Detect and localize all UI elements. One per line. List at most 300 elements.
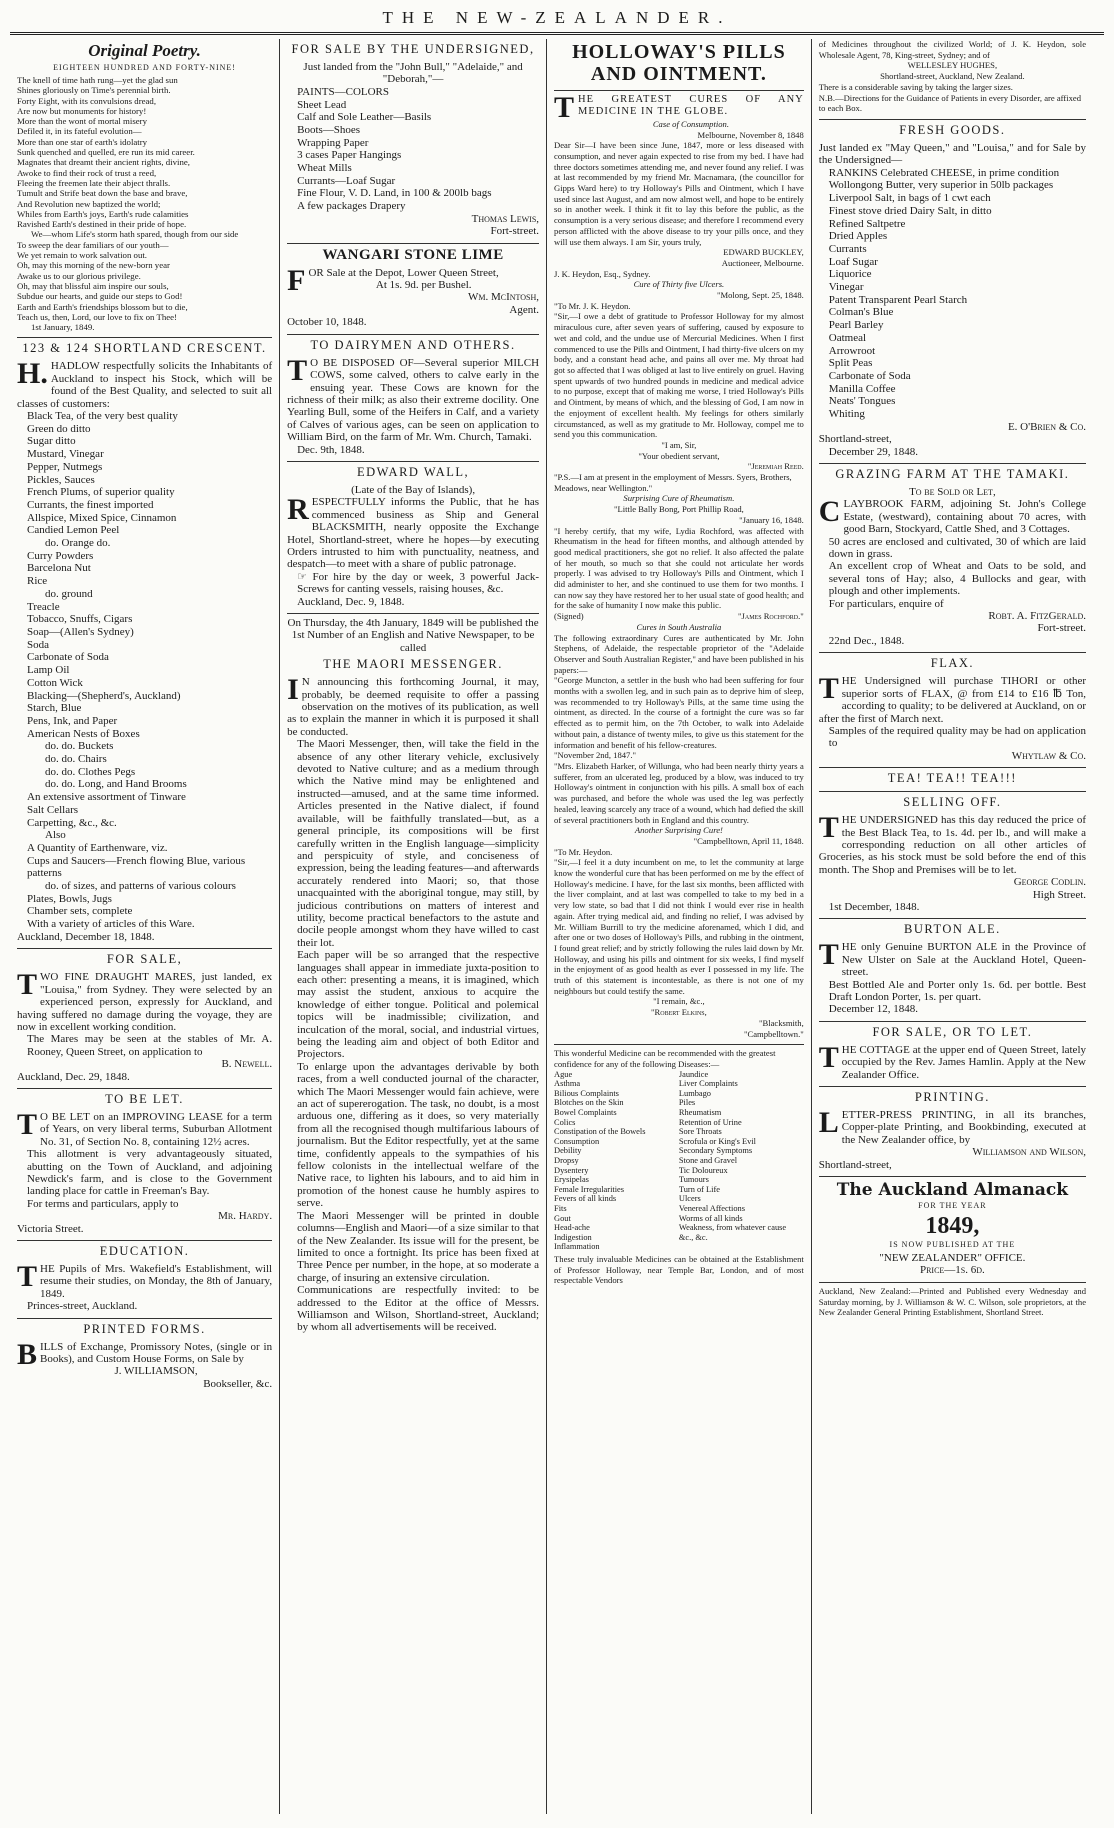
- disease-item: Dysentery: [554, 1165, 589, 1175]
- diseases-footer: These truly invaluable Medicines can be obtained at the Establishment of Professor Holloway, near Temple Bar, London, and of most respectable Vendors: [554, 1253, 804, 1286]
- case-3-title: Surprising Cure of Rheumatism.: [623, 493, 735, 504]
- case-2-title: Cure of Thirty five Ulcers.: [633, 279, 725, 290]
- fresh-goods-date: December 29, 1848.: [828, 445, 918, 458]
- disease-item: Ulcers: [678, 1194, 701, 1204]
- grazing-text-4: For particulars, enquire of: [828, 597, 944, 610]
- hadlow-items: [17, 410, 272, 931]
- disease-item: Gout: [554, 1213, 571, 1223]
- list-item: French Plums, of superior quality: [27, 486, 175, 499]
- list-item: Fine Flour, V. D. Land, in 100 & 200lb bags: [297, 187, 492, 200]
- diseases-right: [679, 1070, 804, 1252]
- case-5-place: "Campbelltown, April 11, 1848.: [693, 835, 804, 846]
- poem-line: We—whom Life's storm hath spared, though from our side: [31, 229, 239, 240]
- burton-heading: BURTON ALE.: [904, 922, 1001, 937]
- tea-signature: George Codlin.: [1013, 876, 1087, 889]
- disease-item: Asthma: [554, 1079, 581, 1089]
- wangari-role: Agent.: [509, 303, 540, 316]
- printing-place: Shortland-street,: [818, 1158, 892, 1171]
- list-item: Allspice, Mixed Spice, Cinnamon: [27, 511, 177, 524]
- divider: [17, 337, 272, 338]
- tea-place: High Street.: [1032, 888, 1087, 901]
- wellesley-place: Shortland-street, Auckland, New Zealand.: [880, 71, 1025, 82]
- lewis-subheading: Just landed from the "John Bull," "Adelaide," and "Deborah,"—: [303, 61, 523, 86]
- burton-text-2: Best Bottled Ale and Porter only 1s. 6d. per bottle. Best Draft London Porter, 1s. per quart.: [828, 978, 1087, 1004]
- poem-line: Ravished Earth's destined in their pride of hope.: [17, 219, 187, 230]
- fresh-goods-intro: Just landed ex "May Queen," and "Louisa," and for Sale by the Undersigned—: [818, 141, 1087, 167]
- divider: [287, 334, 539, 335]
- saving-note: There is a considerable saving by taking the larger sizes.: [818, 81, 1013, 92]
- list-item: Green do ditto: [27, 422, 91, 435]
- case-4-title: Cures in South Australia: [636, 621, 722, 632]
- printed-forms-text: BILLS of Exchange, Promissory Notes, (single or in Books), and Custom House Forms, on Sale by: [17, 1337, 273, 1371]
- tobelet-text: TO BE LET on an IMPROVING LEASE for a term of Years, on very liberal terms, Suburban Allotment No. 31, of Section No. 8, containing 12½ acres.: [17, 1107, 273, 1148]
- tea-subheading: SELLING OFF.: [903, 795, 1002, 810]
- case-5-signature: "Robert Elkins,: [651, 1007, 707, 1018]
- list-item: Sheet Lead: [297, 98, 347, 111]
- divider: [819, 791, 1086, 792]
- list-item: Also: [45, 829, 66, 842]
- grazing-date: 22nd Dec., 1848.: [828, 634, 905, 647]
- list-item: Carpetting, &c., &c.: [27, 816, 117, 829]
- divider: [819, 918, 1086, 919]
- list-item: A Quantity of Earthenware, viz.: [27, 841, 168, 854]
- list-item: Cotton Wick: [27, 676, 83, 689]
- poem-line: Shines gloriously on Time's perennial birth.: [17, 85, 171, 96]
- poem-line: Oh, may that blissful aim inspire our souls,: [17, 280, 169, 291]
- list-item: Blacking—(Shepherd's, Auckland): [27, 689, 181, 702]
- maori-paragraph-4: To enlarge upon the advantages derivable by both races, from a well conducted journal of the character, which The Maori Messenger would fain achieve, were an act of supererogation. The task, no doubt, is a most arduous one, differing as it does, so very materially from all the recognised though multifarious labours of journalism. But the Editor respectfully, yet at the same time, confidently appeals to the sympathies of his fellow colonists in the intellectual welfare of the Native race, to lighten his labours, and to aid him in promotion of the honest cause he humbly aspires to serve.: [297, 1060, 540, 1210]
- disease-item: Blotches on the Skin: [554, 1098, 624, 1108]
- case-3-signature-line: [554, 611, 804, 622]
- case-5-recipient: "To Mr. Heydon.: [554, 846, 613, 857]
- flax-text: THE Undersigned will purchase TIHORI or other superior sorts of FLAX, @ from £14 to £16 ℔ Ton, according to quality; to be delivered at Auckland, on or after the first of March next.: [818, 672, 1087, 725]
- list-item: Treacle: [27, 600, 60, 613]
- holloway-subheading: THE GREATEST CURES OF ANY MEDICINE IN THE GLOBE.: [554, 91, 804, 124]
- almanack-year: 1849,: [925, 1213, 980, 1240]
- case-1-place: Melbourne, November 8, 1848: [697, 129, 804, 140]
- fresh-goods-signature: E. O'Brien & Co.: [1007, 420, 1087, 433]
- disease-item: Lumbago: [678, 1088, 711, 1098]
- case-1-recipient: J. K. Heydon, Esq., Sydney.: [554, 268, 651, 279]
- grazing-heading: GRAZING FARM AT THE TAMAKI.: [835, 467, 1070, 482]
- grazing-signature: Robt. A. FitzGerald.: [988, 610, 1087, 623]
- poem-line: Awoke to find their rock of trust a reed,: [17, 167, 157, 178]
- lewis-heading: FOR SALE BY THE UNDERSIGNED,: [291, 42, 535, 56]
- list-item: Arrowroot: [828, 344, 876, 357]
- case-2-text: "Sir,—I owe a debt of gratitude to Professor Holloway for my almost miraculous cure, after seven years of suffering, caused by exposure to wet and cold, and the undue use of Mercurial Medicines. When I first commenced to use the Pills and Ointment, I had thirty-five ulcers on my body, and a constant head ache, and pains all over me. My throat had got so affected that I was obliged at last to live entirely on gruel. Having spent upwards of two hundred pounds in medicine and medical advice to no purpose, except that of making me worse, I tried Holloway's Pills and Ointment, by means of which, and the blessing of God, I am now in the enjoyment of excellent health. My feelings for others similarly circumstanced, as well as my gratitude to Mr. Holloway, compel me to send you this communication.: [554, 311, 804, 440]
- list-item: do. Orange do.: [45, 537, 111, 550]
- hadlow-intro: H.HADLOW respectfully solicits the Inhabitants of Auckland to inspect his Stock, which will be found of the Best Quality, and selected to suit all classes of customers:: [17, 357, 273, 410]
- list-item: Tobacco, Snuffs, Cigars: [27, 613, 133, 626]
- list-item: do. do. Buckets: [45, 740, 114, 753]
- list-item: Pepper, Nutmegs: [27, 460, 103, 473]
- list-item: Oatmeal: [828, 331, 867, 344]
- tobelet-heading: TO BE LET.: [105, 1091, 184, 1106]
- poem-line: Fleeing the freemen late their abject thralls.: [17, 177, 171, 188]
- case-1-title: Case of Consumption.: [652, 118, 729, 129]
- divider: [819, 652, 1086, 653]
- flax-text-2: Samples of the required quality may be had on application to: [828, 724, 1087, 750]
- divider: [287, 243, 539, 244]
- printed-forms-heading: PRINTED FORMS.: [83, 1321, 206, 1336]
- poem-line: Sunk quenched and quelled, ere run its mid career.: [17, 147, 195, 158]
- education-heading: EDUCATION.: [99, 1244, 190, 1258]
- forsale-text-2: The Mares may be seen at the stables of Mr. A. Rooney, Queen Street, on application to: [27, 1033, 273, 1058]
- dairy-text: TO BE DISPOSED OF—Several superior MILCH COWS, some calved, others to calve early in the ensuing year. These Cows are known for the richness of their milk; as also their extreme docility. One Yearling Bull, some of the Heifers in Calf, and a variety of Calves of various ages, can be seen on application to William Bird, on the farm of Mr. Wm. Church, Tamaki.: [287, 353, 540, 444]
- wangari-date: October 10, 1848.: [287, 316, 367, 329]
- wangari-heading: WANGARI STONE LIME: [322, 246, 504, 263]
- masthead-rule: [10, 32, 1104, 35]
- poem-line: Awake us to our glorious privilege.: [17, 270, 141, 281]
- list-item: Calf and Sole Leather—Basils: [297, 111, 432, 124]
- maori-paragraph-1: IN announcing this forthcoming Journal, it may, probably, be deemed requisite to offer a passing observation on the motives of its publication, as well as to explain the manner in which it is purposed it shall be conducted.: [287, 673, 540, 738]
- almanack-title: The Auckland Almanack: [836, 1180, 1068, 1201]
- case-4-text-2: "George Muncton, a settler in the bush who had been suffering for four months with a swollen leg, and in such pain as to deprive him of sleep, was recommended to try Holloway's Pills, at the same time using the ointment, as directed. In the course of a fortnight the cure was so far effected as to permit him, on the 7th October, to walk into Adelaide without pain, a distance of twenty miles, to give us this statement for the information and benefit of his fellow-creatures.: [554, 675, 804, 750]
- columns: [10, 39, 1104, 1814]
- case-1-signature: EDWARD BUCKLEY,: [723, 247, 804, 258]
- disease-item: &c., &c.: [678, 1232, 708, 1242]
- divider: [17, 1240, 272, 1241]
- burton-date: December 12, 1848.: [828, 1003, 918, 1016]
- disease-item: Female Irregularities: [554, 1184, 625, 1194]
- list-item: Liverpool Salt, in bags of 1 cwt each: [828, 192, 991, 205]
- disease-item: Turn of Life: [678, 1184, 720, 1194]
- tobelet-signature: Mr. Hardy.: [218, 1210, 273, 1223]
- wangari-price: At 1s. 9d. per Bushel.: [375, 279, 472, 292]
- divider: [819, 1176, 1086, 1177]
- printing-signature: Williamson and Wilson,: [972, 1146, 1087, 1159]
- printed-forms-role: Bookseller, &c.: [203, 1377, 273, 1390]
- disease-item: Consumption: [554, 1136, 600, 1146]
- list-item: Plates, Bowls, Jugs: [27, 892, 112, 905]
- education-text: THE Pupils of Mrs. Wakefield's Establishment, will resume their studies, on Monday, the 8th of January, 1849.: [17, 1260, 273, 1300]
- list-item: Refined Saltpetre: [828, 217, 906, 230]
- poem-line: Magnates that dreamt their ancient rights, divine,: [17, 157, 190, 168]
- list-item: Soda: [27, 638, 49, 651]
- fresh-goods-heading: FRESH GOODS.: [899, 122, 1006, 137]
- wall-text: RESPECTFULLY informs the Public, that he has commenced business as Ship and General BLACKSMITH, nearly opposite the Exchange Hotel, Shortland-street, where he hopes—by executing Orders intrusted to him with punctuality, neatness, and despatch—to meet with a share of public patronage.: [287, 493, 540, 571]
- list-item: do. ground: [45, 587, 93, 600]
- poem-line: More than one star of earth's idolatry: [17, 136, 148, 147]
- grazing-text-2: 50 acres are enclosed and cultivated, 30 of which are laid down in grass.: [828, 535, 1087, 561]
- poem-line: To sweep the dear familiars of our youth—: [17, 239, 169, 250]
- disease-item: Liver Complaints: [678, 1079, 738, 1089]
- poem-line: 1st January, 1849.: [31, 322, 95, 333]
- list-item: American Nests of Boxes: [27, 727, 140, 740]
- case-3-signed: (Signed): [554, 611, 584, 622]
- cottage-text: THE COTTAGE at the upper end of Queen Street, lately occupied by the Rev. James Hamlin. Apply at the New Zealander Office.: [818, 1040, 1087, 1081]
- list-item: 3 cases Paper Hangings: [297, 149, 402, 162]
- disease-item: Sore Throats: [678, 1127, 722, 1137]
- tobelet-text-3: For terms and particulars, apply to: [27, 1197, 179, 1210]
- disease-item: Stone and Gravel: [678, 1156, 738, 1166]
- wall-subheading: (Late of the Bay of Islands),: [351, 483, 476, 496]
- wangari-signature: Wm. McIntosh,: [467, 291, 540, 304]
- poem-heading: EIGHTEEN HUNDRED AND FORTY-NINE!: [53, 63, 236, 72]
- case-2-place: "Molong, Sept. 25, 1848.: [716, 290, 804, 301]
- poetry-title: Original Poetry.: [88, 41, 201, 60]
- poem-line: Whiles from Earth's joys, Earth's rude calamities: [17, 208, 189, 219]
- poem-line: Tumult and Strife beat down the base and brave,: [17, 188, 188, 199]
- grazing-place: Fort-street.: [1037, 622, 1087, 635]
- imprint: Auckland, New Zealand:—Printed and Published every Wednesday and Saturday morning, by J. Williamson & W. C. Wilson, sole proprietors, at the New Zealander General Printing Establishment, Shortland Street.: [818, 1285, 1087, 1318]
- column-2: [279, 39, 546, 1814]
- divider: [819, 1086, 1086, 1087]
- case-3-text: "I hereby certify, that my wife, Lydia Rochford, was affected with Rheumatism in the head for fifteen months, and although attended by good medical practitioners, she got no relief. It also affected the palate of her mouth, so much so that she could not articulate her words properly. I was advised to try Holloway's Pills and Ointment, which I did administer to her, and she continued to use them for two months. I can now say they have restored her to her usual state of good health; and for the sake of humanity I now make this public.: [554, 525, 804, 611]
- printing-text: LETTER-PRESS PRINTING, in all its branches, Copper-plate Printing, and Bookbinding, executed at the New Zealander office, by: [818, 1106, 1087, 1146]
- grazing-text: CLAYBROOK FARM, adjoining St. John's College Estate, (westward), containing about 70 acres, with good Barn, Stockyard, Cattle Shed, and 3 Cottages.: [818, 495, 1087, 536]
- column-1: [10, 39, 279, 1814]
- divider: [819, 767, 1086, 768]
- holloway-continuation: of Medicines throughout the civilized World; of J. K. Heydon, sole Wholesale Agent, 78, King-street, Sydney; and of: [818, 39, 1087, 60]
- grazing-text-3: An excellent crop of Wheat and Oats to be sold, and several tons of Hay; also, 4 Bullocks and gear, with plough and other implements.: [828, 560, 1087, 598]
- disease-item: Tumours: [678, 1175, 709, 1185]
- list-item: Sugar ditto: [27, 435, 76, 448]
- almanack-office: "NEW ZEALANDER" OFFICE.: [879, 1252, 1026, 1265]
- case-4-date: "November 2nd, 1847.": [554, 750, 636, 761]
- list-item: do. do. Chairs: [45, 753, 107, 766]
- wellesley-name: WELLESLEY HUGHES,: [907, 60, 998, 71]
- list-item: An extensive assortment of Tinware: [27, 791, 186, 804]
- diseases-intro: This wonderful Medicine can be recommended with the greatest confidence for any of the following Diseases:—: [554, 1048, 776, 1069]
- disease-item: Piles: [678, 1098, 696, 1108]
- poem-line: And Revolution new baptized the world;: [17, 198, 161, 209]
- almanack-published: IS NOW PUBLISHED AT THE: [889, 1240, 1016, 1250]
- flax-heading: FLAX.: [930, 656, 975, 671]
- case-4-text: The following extraordinary Cures are authenticated by Mr. John Stephens, of Adelaide, the respectable proprietor of the "Adelaide Observer and South Australian Register," and have been published in his papers:—: [554, 632, 804, 675]
- forsale-date: Auckland, Dec. 29, 1848.: [17, 1070, 130, 1083]
- case-2-postscript: "P.S.—I am at present in the employment of Messrs. Syers, Brothers, Meadows, near Wellington.": [554, 472, 792, 493]
- list-item: Black Tea, of the very best quality: [27, 410, 178, 423]
- list-item: Pearl Barley: [828, 319, 884, 332]
- disease-item: Jaundice: [678, 1069, 709, 1079]
- maori-paragraph-2: The Maori Messenger, then, will take the field in the absence of any other literary vehicle, exclusively devoted to Native culture; and as a medium through which the Native mind may be enlightened and instructed—amused, and at the same time informed. Articles presented in the Native dialect, if found available, will be faithfully translated—but, as a general principle, its compositions will be first carefully written in the English language—simplicity and perspicuity of style, and conciseness of expression, being the leading features—and afterwards accurately rendered into Maori; so, that those unacquainted with the aboriginal tongue, may still, by judicious contributions on matters of interest and utility, become practical benefactors to the astute and docile people amongst whom they have willed to cast their lot.: [297, 738, 540, 949]
- column-3: [546, 39, 811, 1814]
- disease-item: Rheumatism: [678, 1108, 722, 1118]
- poem-line: Teach us, then, Lord, our love to fix on Thee!: [17, 311, 177, 322]
- wall-heading: EDWARD WALL,: [356, 464, 470, 479]
- list-item: Soap—(Allen's Sydney): [27, 626, 134, 638]
- hadlow-date: Auckland, December 18, 1848.: [17, 930, 155, 943]
- list-item: Cups and Saucers—French flowing Blue, various patterns: [27, 854, 246, 880]
- case-3-place: "Little Bally Bong, Port Phillip Road,: [614, 504, 744, 515]
- list-item: do. of sizes, and patterns of various colours: [45, 880, 236, 893]
- list-item: do. do. Clothes Pegs: [45, 765, 136, 778]
- maori-title: THE MAORI MESSENGER.: [323, 657, 503, 672]
- list-item: Dried Apples: [828, 230, 888, 243]
- list-item: Colman's Blue: [828, 306, 894, 319]
- grazing-subheading: To be Sold or Let,: [909, 486, 996, 499]
- list-item: Lamp Oil: [27, 664, 70, 677]
- poem-line: Earth and Earth's friendships blossom but to die,: [17, 301, 188, 312]
- list-item: Wheat Mills: [297, 162, 352, 175]
- fresh-goods-place: Shortland-street,: [818, 433, 892, 446]
- list-item: Carbonate of Soda: [27, 651, 109, 664]
- almanack-price: Price—1s. 6d.: [919, 1264, 985, 1277]
- disease-item: Worms of all kinds: [678, 1213, 743, 1223]
- maori-paragraph-3: Each paper will be so arranged that the respective languages shall appear in immediate juxta-position to each other: presenting a means, it is imagined, which may assist the student, anxious to acquire the knowledge of either tongue. Political and polemical topics will be inadmissible; civilization, and inculcation of the moral, social, and industrial virtues, being the leading aim and object of both Editor and Projectors.: [297, 949, 540, 1061]
- disease-item: Indigestion: [554, 1232, 592, 1242]
- flax-signature: Whytlaw & Co.: [1011, 749, 1087, 762]
- diseases-table: [554, 1070, 804, 1252]
- list-item: Manilla Coffee: [828, 382, 896, 395]
- holloway-heading: HOLLOWAY'S PILLS AND OINTMENT.: [572, 41, 786, 85]
- forsale-heading: FOR SALE,: [106, 952, 183, 967]
- poem-line: Forty Eight, with its convulsions dread,: [17, 95, 157, 106]
- maori-paragraph-6: Communications are respectfully invited: to be addressed to the Editor at the office of Messrs. Williamson and Wilson, Shortland-street, Auckland; by whom all advertisements will be received.: [297, 1284, 540, 1334]
- divider: [819, 119, 1086, 120]
- list-item: Loaf Sugar: [828, 255, 878, 268]
- list-item: Candied Lemon Peel: [27, 524, 120, 537]
- poem-line: Subdue our hearts, and guide our steps to God!: [17, 291, 183, 302]
- list-item: Carbonate of Soda: [828, 369, 911, 382]
- poem-line: Defiled it, in its fateful evolution—: [17, 126, 142, 137]
- poem-line: More than the wont of mortal misery: [17, 116, 147, 127]
- case-5-role: "Blacksmith,: [758, 1017, 804, 1028]
- disease-item: Venereal Affections: [678, 1204, 746, 1213]
- case-4-text-3: "Mrs. Elizabeth Harker, of Willunga, who had been nearly thirty years a sufferer, from an ulcerated leg, produced by a blow, was induced to try Holloway's ointment in conjunction with his pills. A small box of each was purchased, and before the whole was used the leg was perfectly healed, leaving scarcely any trace of a wound, which had defied the skill of several practitioners both in England and this country.: [554, 761, 804, 825]
- list-item: Currants, the finest imported: [27, 498, 154, 511]
- maori-paragraph-5: The Maori Messenger will be printed in double columns—English and Maori—of a size similar to that of the New Zealander. Its issue will for the present, be limited to once a fortnight. Its price has been fixed at Three Pence per number, in the hope, at so moderate a charge, of insuring an extensive circulation.: [297, 1209, 540, 1284]
- disease-item: Fevers of all kinds: [554, 1194, 617, 1204]
- divider: [287, 461, 539, 462]
- list-item: Pickles, Sauces: [27, 473, 95, 486]
- case-1-text: Dear Sir—I have been since June, 1847, more or less diseased with consumption, and never again expected to rise from my bed. I have had three doctors sometimes attending me, and never found any relief. I was at last recommended by my friend Mr. Macnamara, (the councillor for Gipps Ward here) to try Holloway's Pills and Ointment, which I have used since last August, and am now almost well, and hope to be entirely so in another week. I think it fit to lay this before the public, as the consumption is a very serious disease; and therefore I recommend every person afflicted with the above disease to try your pills once, and they will use them always. I am Sir, yours truly,: [554, 140, 804, 247]
- fresh-goods-items: [819, 167, 1086, 421]
- list-item: Finest stove dried Dairy Salt, in ditto: [828, 204, 992, 217]
- masthead: THE NEW-ZEALANDER.: [382, 8, 732, 27]
- list-item: Chamber sets, complete: [27, 905, 133, 918]
- poem-line: We yet remain to work salvation out.: [17, 250, 147, 261]
- disease-item: Fits: [554, 1204, 567, 1213]
- wangari-text: FOR Sale at the Depot, Lower Queen Street,: [287, 263, 499, 297]
- case-1-role: Auctioneer, Melbourne.: [721, 257, 804, 268]
- disease-item: Constipation of the Bowels: [554, 1127, 646, 1137]
- case-5-text: "Sir,—I feel it a duty incumbent on me, to let the community at large know the wonderful cure that has been performed on me by the effect of Holloway's medicine. I have, for the last six months, been afflicted with the liver complaint, and at last was compelled to take to my bed in a very low state, so bad that I did not think I would ever rise in health again. After trying medical aid, and finding no relief, I was advised by Mr. William Burrill to try the medicine aforenamed, which I did, and after one or two doses of Holloway's Pills, and rubbing in the ointment, I found great relief; and by strictly following the rules laid down by Mr. Holloway, and using his pills and ointment for six weeks, I find myself in the enjoyment of as good health as ever I possessed in my life. The truth of this statement is incontestable, as there is not one of my neighbours but could testify the same.: [554, 857, 804, 996]
- disease-item: Inflammation: [554, 1242, 600, 1252]
- cottage-heading: FOR SALE, OR TO LET.: [872, 1024, 1033, 1039]
- case-2-recipient: "To Mr. J. K. Heydon.: [554, 300, 631, 311]
- case-3-signature: "James Rochford.": [738, 611, 804, 622]
- disease-item: Retention of Urine: [678, 1117, 742, 1127]
- tobelet-place: Victoria Street.: [17, 1222, 84, 1235]
- disease-item: Erysipelas: [554, 1175, 589, 1185]
- disease-item: Head-ache: [554, 1223, 590, 1233]
- list-item: Liquorice: [828, 268, 872, 281]
- list-item: Split Peas: [828, 357, 873, 370]
- divider: [819, 1282, 1086, 1283]
- disease-item: Colics: [554, 1117, 576, 1127]
- list-item: Vinegar: [828, 281, 864, 294]
- divider: [287, 613, 539, 614]
- divider: [819, 463, 1086, 464]
- disease-item: Tic Doloureux: [678, 1165, 728, 1175]
- list-item: Barcelona Nut: [27, 562, 91, 575]
- tea-heading: TEA! TEA!! TEA!!!: [887, 771, 1017, 786]
- list-item: Currants: [828, 242, 867, 255]
- case-2-close: "I am, Sir,: [661, 439, 697, 450]
- divider: [17, 1088, 272, 1089]
- list-item: PAINTS—COLORS: [297, 85, 390, 98]
- list-item: Pens, Ink, and Paper: [27, 714, 118, 727]
- wall-text-2: ☞ For hire by the day or week, 3 powerful Jack-Screws for canting vessels, raising houses, &c.: [297, 570, 540, 596]
- nb-note: N.B.—Directions for the Guidance of Patients in every Disorder, are affixed to each Box.: [818, 92, 1082, 114]
- disease-item: Secondary Symptoms: [678, 1146, 753, 1156]
- printed-forms-signature: J. WILLIAMSON,: [114, 1365, 198, 1378]
- disease-item: Bowel Complaints: [554, 1108, 617, 1118]
- case-3-date: "January 16, 1848.: [739, 514, 804, 525]
- list-item: A few packages Drapery: [297, 200, 406, 213]
- list-item: Starch, Blue: [27, 702, 82, 715]
- case-2-close-2: "Your obedient servant,: [638, 450, 720, 461]
- list-item: Boots—Shoes: [297, 123, 361, 136]
- disease-item: Bilious Complaints: [554, 1088, 619, 1098]
- poem: [17, 75, 272, 332]
- diseases-left: [554, 1070, 679, 1252]
- case-5-place-2: "Campbelltown.": [743, 1028, 804, 1039]
- disease-item: Ague: [554, 1069, 573, 1079]
- list-item: Salt Cellars: [27, 803, 79, 816]
- forsale-text: TWO FINE DRAUGHT MARES, just landed, ex "Louisa," from Sydney. They were selected by an experienced person, expressly for Auckland, and having suffered no damage during the voyage, they are now in excellent working condition.: [17, 968, 273, 1033]
- dairy-date: Dec. 9th, 1848.: [297, 443, 365, 456]
- list-item: Mustard, Vinegar: [27, 448, 104, 461]
- tea-text: THE UNDERSIGNED has this day reduced the price of the Best Black Tea, to 1s. 4d. per lb., and will make a corresponding reduction on all other articles of Groceries, as his stock must be sold before the end of this month. The Shop and Premises will be to let.: [818, 811, 1087, 876]
- case-5-title: Another Surprising Cure!: [634, 825, 723, 836]
- lewis-signature: Thomas Lewis,: [471, 212, 540, 225]
- dairy-heading: TO DAIRYMEN AND OTHERS.: [310, 337, 516, 352]
- forsale-signature: B. Newell.: [221, 1058, 273, 1071]
- maori-intro: On Thursday, the 4th January, 1849 will be published the 1st Number of an English and Native Newspaper, to be called: [287, 617, 539, 654]
- divider: [17, 1318, 272, 1319]
- education-place: Princes-street, Auckland.: [27, 1300, 138, 1313]
- case-5-close: "I remain, &c.,: [653, 996, 705, 1007]
- disease-item: Debility: [554, 1146, 582, 1156]
- list-item: Patent Transparent Pearl Starch: [828, 293, 968, 306]
- lewis-items: [287, 86, 539, 213]
- disease-item: Dropsy: [554, 1156, 579, 1166]
- almanack-for: FOR THE YEAR: [918, 1201, 987, 1211]
- list-item: Wrapping Paper: [297, 136, 369, 149]
- divider: [554, 1044, 804, 1045]
- printing-heading: PRINTING.: [914, 1090, 990, 1105]
- burton-text: THE only Genuine BURTON ALE in the Province of New Ulster on Sale at the Auckland Hotel, Queen-street.: [818, 938, 1087, 979]
- list-item: Wollongong Butter, very superior in 50lb packages: [828, 179, 1054, 192]
- disease-item: Weakness, from whatever cause: [678, 1223, 787, 1233]
- tobelet-text-2: This allotment is very advantageously situated, abutting on the Town of Auckland, and adjoining Newdick's farm, and is close to the Government landing place for cattle in Freeman's Bay.: [27, 1148, 273, 1198]
- list-item: Currants—Loaf Sugar: [297, 174, 396, 187]
- poem-line: Are now but monuments for history!: [17, 105, 147, 116]
- wall-date: Auckland, Dec. 9, 1848.: [297, 595, 405, 608]
- poem-line: The knell of time hath rung—yet the glad sun: [17, 75, 178, 85]
- list-item: RANKINS Celebrated CHEESE, in prime condition: [828, 166, 1060, 179]
- divider: [17, 948, 272, 949]
- disease-item: Scrofula or King's Evil: [678, 1136, 756, 1146]
- list-item: Neats' Tongues: [828, 395, 896, 408]
- hadlow-heading: 123 & 124 SHORTLAND CRESCENT.: [22, 341, 267, 356]
- divider: [554, 90, 804, 91]
- lewis-place: Fort-street.: [490, 225, 540, 238]
- list-item: With a variety of articles of this Ware.: [27, 918, 195, 931]
- tea-date: 1st December, 1848.: [828, 900, 920, 913]
- list-item: Curry Powders: [27, 549, 94, 562]
- list-item: do. do. Long, and Hand Brooms: [45, 778, 187, 791]
- list-item: Whiting: [828, 408, 865, 421]
- list-item: Rice: [27, 575, 48, 588]
- column-4: [811, 39, 1093, 1814]
- case-2-signature: "Jeremiah Reed.: [747, 461, 804, 472]
- poem-line: Oh, may this morning of the new-born year: [17, 260, 170, 271]
- divider: [819, 1021, 1086, 1022]
